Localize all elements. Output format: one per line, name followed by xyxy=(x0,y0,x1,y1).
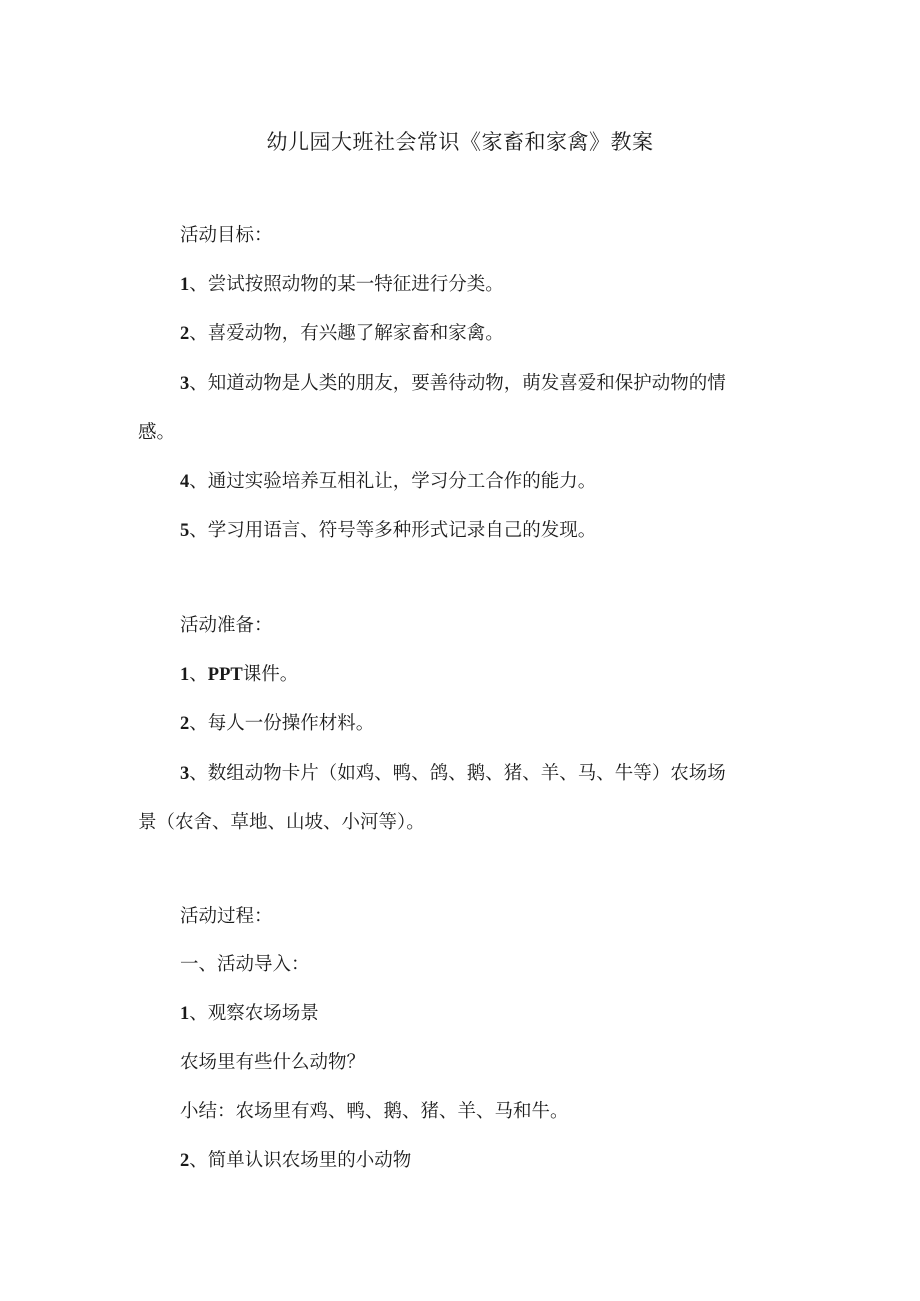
process-heading: 活动过程： xyxy=(180,906,273,927)
prep-item-3-continuation: 景（农舍、草地、山坡、小河等）。 xyxy=(138,812,425,833)
goal-item-1 xyxy=(180,270,504,300)
process-step-2 xyxy=(180,1146,411,1176)
goal-item-text: 、通过实验培养互相礼让，学习分工合作的能力。 xyxy=(189,471,597,492)
document-title: 幼儿园大班社会常识《家畜和家禽》教案 xyxy=(266,130,654,154)
prep-item-ppt: PPT xyxy=(207,665,243,685)
goal-item-number: 5 xyxy=(180,521,190,541)
process-step-1 xyxy=(180,999,319,1029)
prep-item-text: 、每人一份操作材料。 xyxy=(189,713,375,734)
prep-item-number: 3 xyxy=(180,764,190,784)
prep-item-3 xyxy=(180,759,726,789)
process-step-number: 1 xyxy=(180,1004,190,1024)
process-section-1: 一、活动导入： xyxy=(180,954,310,975)
prep-item-number: 1 xyxy=(180,665,190,685)
goal-item-number: 1 xyxy=(180,275,190,295)
goal-item-4 xyxy=(180,467,596,497)
process-summary: 小结：农场里有鸡、鸭、鹅、猪、羊、马和牛。 xyxy=(180,1101,569,1122)
goal-item-3 xyxy=(180,369,726,399)
process-step-text: 、简单认识农场里的小动物 xyxy=(189,1150,412,1171)
prep-item-text: 、 xyxy=(189,664,208,685)
prep-item-tail: 课件。 xyxy=(242,664,299,685)
prep-item-text: 、数组动物卡片（如鸡、鸭、鸽、鹅、猪、羊、马、牛等）农场场 xyxy=(189,763,726,784)
goals-heading: 活动目标： xyxy=(180,225,273,246)
goal-item-text: 、喜爱动物，有兴趣了解家畜和家禽。 xyxy=(189,323,504,344)
goal-item-text: 、知道动物是人类的朋友，要善待动物，萌发喜爱和保护动物的情 xyxy=(189,373,726,394)
process-step-number: 2 xyxy=(180,1151,190,1171)
goal-item-text: 、学习用语言、符号等多种形式记录自己的发现。 xyxy=(189,520,597,541)
goal-item-number: 3 xyxy=(180,374,190,394)
goal-item-5 xyxy=(180,516,596,546)
goal-item-2 xyxy=(180,319,504,349)
goal-item-number: 4 xyxy=(180,472,190,492)
goal-item-text: 、尝试按照动物的某一特征进行分类。 xyxy=(189,274,504,295)
prep-item-2 xyxy=(180,709,374,739)
goal-item-number: 2 xyxy=(180,324,190,344)
prep-heading: 活动准备： xyxy=(180,615,273,636)
goal-item-3-continuation: 感。 xyxy=(138,422,176,443)
process-step-text: 、观察农场场景 xyxy=(189,1003,319,1024)
prep-item-1 xyxy=(180,660,298,690)
process-question: 农场里有些什么动物？ xyxy=(180,1052,366,1073)
prep-item-number: 2 xyxy=(180,714,190,734)
